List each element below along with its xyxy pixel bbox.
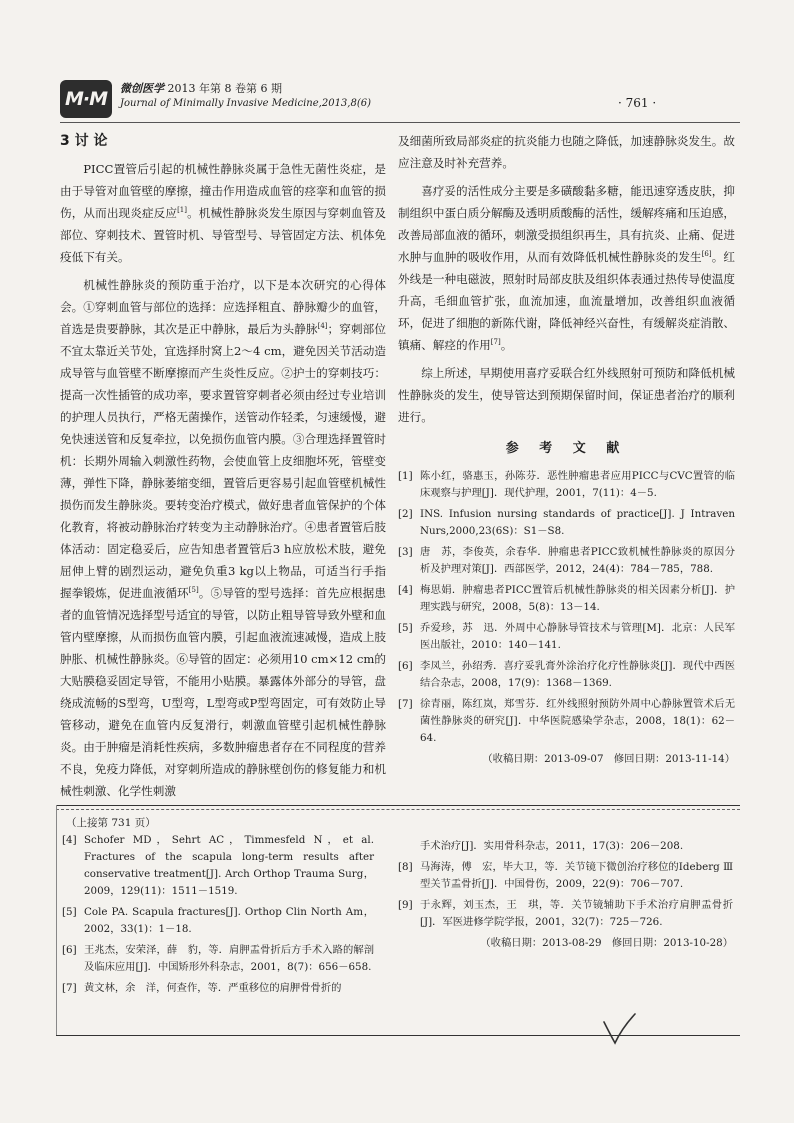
reference-item (62, 904, 374, 938)
continuation-reference-list (62, 832, 374, 997)
paragraph (398, 180, 735, 356)
reference-number: [5] (398, 622, 413, 634)
journal-issue-cn: 2013 年第 8 卷第 6 期 (167, 82, 282, 95)
continuation-box-left-border (56, 805, 57, 1035)
reference-number: [7] (62, 982, 77, 994)
reference-item (398, 506, 735, 540)
reference-text: 乔爱珍，苏 迅．外周中心静脉导管技术与管理[M]．北京：人民军医出版社，2010：140－141. (420, 622, 735, 651)
page-number: · 761 · (618, 96, 657, 110)
journal-name-cn: 微创医学 (120, 82, 164, 95)
reference-item (62, 832, 374, 900)
references-title: 参 考 文 献 (505, 441, 628, 456)
reference-item (62, 942, 374, 976)
paragraph-text: 喜疗妥的活性成分主要是多磺酸黏多糖，能迅速穿透皮肤，抑制组织中蛋白质分解酶及透明质酸酶的活性，缓解疼痛和压迫感，改善局部血液的循环，刺激受损组织再生，具有抗炎、止痛、促进水肿与血肿的吸收作用，从而有效降低机械性静脉炎的发生 (398, 184, 735, 264)
reference-text: INS. Infusion nursing standards of practice[J]. J Intraven Nurs,2000,23(6S)：S1－S8. (420, 508, 735, 537)
reference-text: 李凤兰，孙绍秀．喜疗妥乳膏外涂治疗化疗性静脉炎[J]．现代中西医结合杂志，2008，17(9)：1368－1369. (420, 660, 735, 689)
continuation-box-dashed-border (56, 809, 740, 810)
right-column (398, 130, 735, 768)
reference-text: 徐青丽，陈红岚，郑雪芬．红外线照射预防外周中心静脉置管术后无菌性静脉炎的研究[J]．中华医院感染学杂志，2008，18(1)：62－64. (420, 698, 735, 744)
paragraph (60, 158, 386, 268)
reference-number: [6] (398, 660, 413, 672)
continuation-box-top-border (56, 805, 740, 806)
journal-issue-line (120, 80, 282, 96)
reference-item (398, 658, 735, 692)
reference-text: 黄文林，余 洋，何查作，等．严重移位的肩胛骨骨折的 (84, 982, 342, 994)
continuation-reference-list (398, 859, 733, 931)
reference-text: 于永辉，刘玉杰，王 琪，等．关节镜辅助下手术治疗肩胛盂骨折[J]．军医进修学院学报，2001，32(7)：725－726. (420, 899, 733, 928)
reference-number: [4] (62, 834, 77, 846)
paragraph-text: PICC置管后引起的机械性静脉炎属于急性无菌性炎症，是由于导管对血管壁的摩擦，撞击作用造成血管的痉挛和血管的损伤，从而出现炎症反应 (60, 162, 386, 220)
reference-text: 王兆杰，安荣泽，薛 豹，等．肩胛盂骨折后方手术入路的解剖及临床应用[J]．中国矫形外科杂志，2001，8(7)：656－658. (84, 944, 374, 973)
continued-from-label: （上接第 731 页） (66, 817, 156, 829)
paragraph-text: ；穿刺部位不宜太靠近关节处，宜选择肘窝上2～4 cm，避免因关节活动造成导管与血管壁不断摩擦而产生炎性反应。②护士的穿刺技巧：提高一次性插管的成功率，要求置管穿刺者必须由经过专业培训的护理人员执行，严格无菌操作，送管动作轻柔，匀速缓慢，避免快速送管和反复牵拉，以免损伤血管内膜。③合理选择置管时机：长期外周输入刺激性药物，会使血管上皮细胞坏死，管壁变薄，弹性下降，静脉萎缩变细，置管后更容易引起血管壁机械性损伤而发生静脉炎。要转变治疗模式，做好患者血管保护的个体化教育，将被动静脉治疗转变为主动静脉治疗。④患者置管后肢体活动：固定稳妥后，应告知患者置管后3 h应放松术肢，避免屈伸上臂的剧烈运动，避免负重3 kg以上物品，可适当行手指握拳锻炼，促进血液循环 (60, 322, 386, 600)
reference-number: [9] (398, 899, 413, 911)
reference-item-continued (398, 838, 733, 855)
reference-item (398, 696, 735, 747)
reference-item (398, 859, 733, 893)
paragraph-text: 。机械性静脉炎发生原因与穿刺血管及部位、穿刺技术、置管时机、导管型号、导管固定方法、机体免疫低下有关。 (60, 206, 386, 264)
reference-text: 手术治疗[J]．实用骨科杂志，2011，17(3)：206－208. (420, 840, 684, 852)
journal-name-en: Journal of Minimally Invasive Medicine,2013,8(6) (120, 98, 372, 109)
reference-number: [1] (398, 470, 413, 482)
paragraph-text: 。 (500, 338, 513, 352)
reference-item (398, 897, 733, 931)
continuation-right-column (398, 838, 733, 952)
section-title: 3 讨 论 (60, 133, 108, 149)
header-rule (60, 122, 740, 123)
reference-item (62, 980, 374, 997)
reference-number: [8] (398, 861, 413, 873)
paragraph (60, 274, 386, 802)
reference-text: 陈小红，骆惠玉，孙陈芬．恶性肿瘤患者应用PICC与CVC置管的临床观察与护理[J]．现代护理，2001，7(11)：4－5. (420, 470, 735, 499)
citation: [6] (701, 250, 712, 259)
reference-text: 梅思娟．肿瘤患者PICC置管后机械性静脉炎的相关因素分析[J]．护理实践与研究，2008，5(8)：13－14. (420, 584, 735, 613)
citation: [4] (317, 322, 328, 331)
paragraph-text: 。⑤导管的型号选择：首先应根据患者的血管情况选择型号适宜的导管，以防止粗导管导致外壁和血管内壁摩擦，从而损伤血管内膜，引起血液流速减慢，造成上肢肿胀、机械性静脉炎。⑥导管的固定：必须用10 cm×12 cm的大贴膜稳妥固定导管，不能用小贴膜。暴露体外部分的导管，盘绕成流畅的S型弯，U型弯，L型弯或P型弯固定，可有效防止导管移动，避免在血管内反复滑行，刺激血管壁引起机械性静脉炎。由于肿瘤是消耗性疾病，多数肿瘤患者存在不同程度的营养不良，免疫力降低，对穿刺所造成的静脉壁创伤的修复能力和机械性刺激、化学性刺激 (60, 586, 386, 798)
reference-number: [4] (398, 584, 413, 596)
received-dates: （收稿日期：2013-08-29 修回日期：2013-10-28） (480, 937, 733, 949)
handwritten-check-mark-icon (600, 1012, 638, 1046)
paragraph: 综上所述，早期使用喜疗妥联合红外线照射可预防和降低机械性静脉炎的发生，使导管达到预期保留时间，保证患者治疗的顺利进行。 (398, 366, 735, 424)
paragraph-text: 。红外线是一种电磁波，照射时局部皮肤及组织体表通过热传导使温度升高，毛细血管扩张，血流加速，血流量增加，改善组织血液循环，促进了细胞的新陈代谢，降低神经兴奋性，有缓解炎症消散、镇痛、解痉的作用 (398, 250, 735, 352)
citation: [7] (490, 338, 501, 347)
reference-item (398, 544, 735, 578)
citation: [5] (188, 586, 199, 595)
citation: [1] (177, 206, 187, 215)
reference-text: Schofer MD，Sehrt AC，Timmesfeld N，et al. Fractures of the scapula long-term results after conservative treatment[J]. Arch Orthop Trauma Surg，2009，129(11)：1511－1519. (84, 834, 374, 897)
reference-text: Cole PA. Scapula fractures[J]. Orthop Clin North Am，2002，33(1)：1－18. (84, 906, 374, 935)
paragraph-text: 机械性静脉炎的预防重于治疗，以下是本次研究的心得体会。①穿刺血管与部位的选择：应选择粗直、静脉瓣少的血管，首选是贵要静脉，其次是正中静脉，最后为头静脉 (60, 278, 386, 336)
journal-logo: M·M (60, 80, 112, 118)
reference-list (398, 468, 735, 747)
reference-text: 马海涛，傅 宏，毕大卫，等．关节镜下微创治疗移位的Ideberg Ⅲ型关节盂骨折[J]．中国骨伤，2009，22(9)：706－707. (420, 861, 733, 890)
reference-number: [7] (398, 698, 413, 710)
reference-item (398, 582, 735, 616)
received-dates: （收稿日期：2013-09-07 修回日期：2013-11-14） (482, 753, 735, 765)
continuation-left-column (62, 832, 374, 1001)
paragraph-continued: 及细菌所致局部炎症的抗炎能力也随之降低，加速静脉炎发生。故应注意及时补充营养。 (398, 134, 735, 170)
reference-text: 唐 苏，李俊英，余春华．肿瘤患者PICC致机械性静脉炎的原因分析及护理对策[J]．西部医学，2012，24(4)：784－785，788. (420, 546, 735, 575)
reference-number: [3] (398, 546, 413, 558)
reference-item (398, 468, 735, 502)
left-column (60, 130, 386, 808)
reference-number: [2] (398, 508, 413, 520)
reference-number: [6] (62, 944, 77, 956)
reference-number: [5] (62, 906, 77, 918)
reference-item (398, 620, 735, 654)
